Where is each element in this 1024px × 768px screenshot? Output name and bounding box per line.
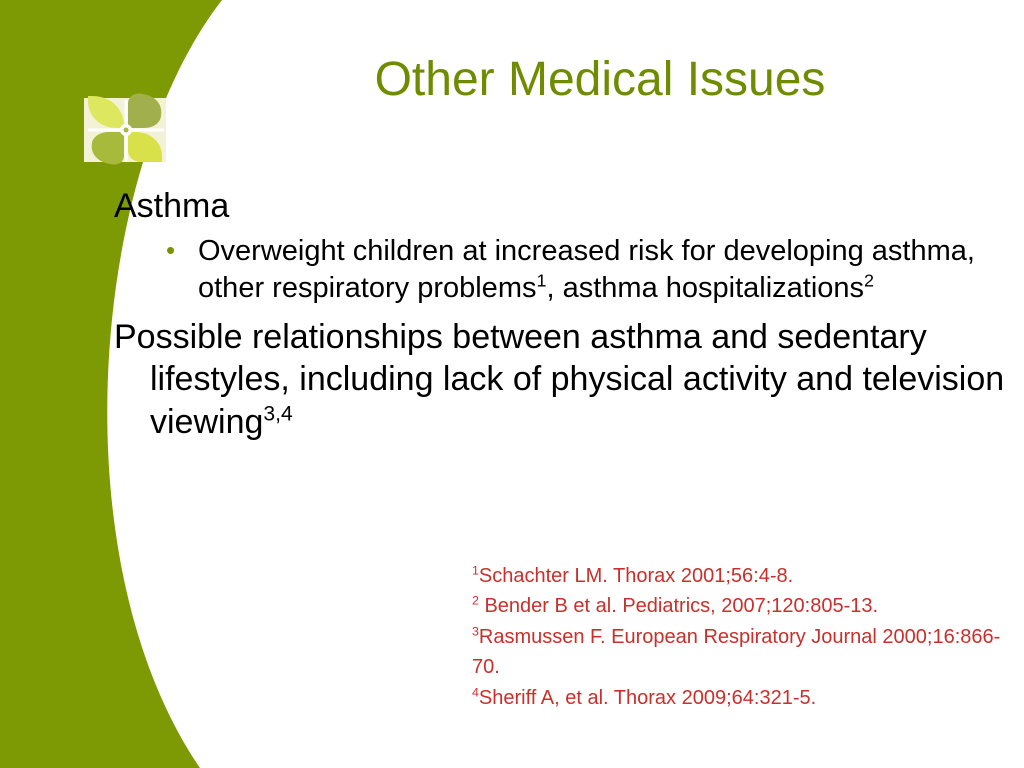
- reference-text: Schachter LM. Thorax 2001;56:4-8.: [478, 565, 794, 587]
- references-block: [472, 561, 1012, 713]
- reference-text: Sheriff A, et al. Thorax 2009;64:321-5.: [478, 686, 817, 709]
- sub-bullet-overweight: [114, 233, 1014, 306]
- reference-text: Rasmussen F. European Respiratory Journal 2000;16:866-70.: [472, 625, 1001, 679]
- slide-title: Other Medical Issues: [374, 53, 826, 106]
- bullet-relationships-text: Possible relationships between asthma and sedentary lifestyles, including lack of physical activity and television viewing: [114, 318, 1005, 441]
- bullet-asthma-text: Asthma: [114, 187, 230, 225]
- reference-item: [472, 561, 1012, 591]
- reference-number: 1: [472, 563, 479, 578]
- slide-body: [114, 185, 1014, 443]
- citation-sup-2: 2: [864, 270, 875, 291]
- reference-number: 3: [472, 624, 479, 639]
- sub-bullet-text-b: , asthma hospitalizations: [546, 271, 865, 304]
- reference-item: [472, 683, 1012, 713]
- bullet-asthma: [114, 185, 1014, 227]
- four-leaf-flower-logo: [84, 94, 166, 165]
- bullet-relationships: [114, 316, 1014, 442]
- citation-sup-1: 1: [536, 270, 547, 291]
- sub-bullet-text-a: Overweight children at increased risk for developing asthma, other respiratory problems: [198, 235, 975, 304]
- reference-text: Bender B et al. Pediatrics, 2007;120:805-13.: [478, 595, 879, 618]
- reference-item: [472, 591, 1012, 621]
- reference-number: 2: [472, 593, 479, 608]
- bullet-dot-icon: •: [166, 235, 176, 266]
- citation-sup-3-4: 3,4: [263, 402, 293, 426]
- reference-number: 4: [472, 684, 479, 699]
- reference-item: [472, 622, 1012, 683]
